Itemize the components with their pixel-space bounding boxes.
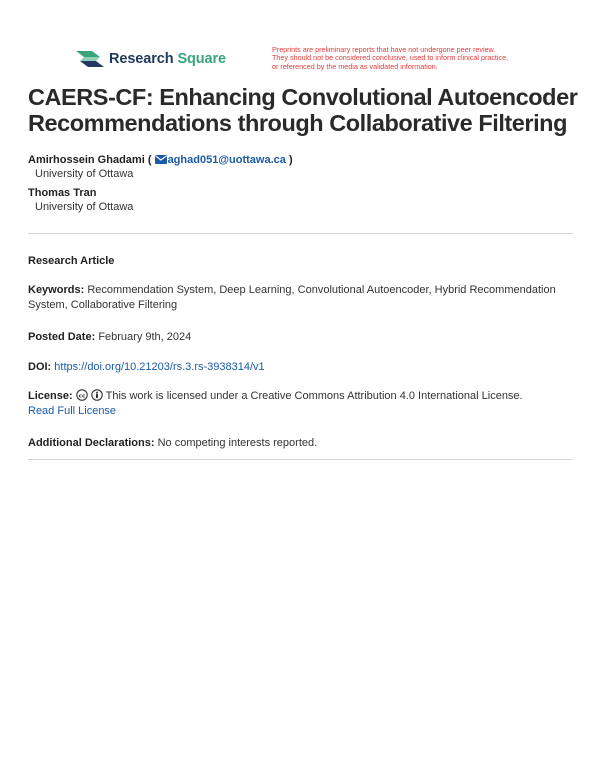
disclaimer-line: or referenced by the media as validated information. <box>272 61 438 71</box>
disclaimer-line: Preprints are preliminary reports that have not undergone peer review. <box>272 45 496 54</box>
logo-word-research: Research <box>109 51 174 67</box>
preprint-disclaimer <box>272 46 572 71</box>
divider <box>28 459 573 460</box>
author-name: Thomas Tran <box>28 187 97 199</box>
paren-close: ) <box>288 154 293 166</box>
keywords-label: Keywords: <box>28 284 85 296</box>
divider <box>28 233 573 234</box>
article-type-text: Research Article <box>28 255 115 267</box>
research-square-logo-icon <box>76 48 104 70</box>
read-full-license-link[interactable]: Read Full License <box>28 405 117 417</box>
creative-commons-icon <box>76 389 88 401</box>
logo-word-square: Square <box>177 51 226 67</box>
logo-text <box>109 51 226 67</box>
attribution-icon <box>91 389 103 401</box>
posted-date-label: Posted Date: <box>28 331 96 343</box>
doi <box>28 360 573 375</box>
disclaimer-line: They should not be considered conclusive, used to inform clinical practice, <box>272 53 509 63</box>
paper-title: CAERS-CF: Enhancing Convolutional Autoencoder Recommendations through Collaborative Filtering <box>28 84 578 136</box>
article-type <box>28 254 573 269</box>
author-affiliation: University of Ottawa <box>35 168 134 180</box>
doi-label: DOI: <box>28 361 52 373</box>
additional-declarations <box>28 436 573 451</box>
doi-link[interactable]: https://doi.org/10.21203/rs.3.rs-3938314/v1 <box>54 361 265 373</box>
posted-date <box>28 330 573 345</box>
mail-icon <box>155 155 167 164</box>
declarations-label: Additional Declarations: <box>28 437 155 449</box>
paren-open: ( <box>147 154 152 166</box>
keywords <box>28 283 573 313</box>
keywords-value: Recommendation System, Deep Learning, Convolutional Autoencoder, Hybrid Recommendation System, Collaborative Filtering <box>28 284 556 311</box>
page-header <box>76 46 576 76</box>
author-contact <box>148 154 293 166</box>
license <box>28 389 573 419</box>
posted-date-value: February 9th, 2024 <box>98 331 192 343</box>
research-square-logo[interactable] <box>76 48 226 70</box>
license-label: License: <box>28 390 73 402</box>
author-affiliation: University of Ottawa <box>35 201 134 213</box>
author-name <box>28 153 568 167</box>
license-text: This work is licensed under a Creative Commons Attribution 4.0 International License. <box>105 390 523 402</box>
author-list <box>28 153 568 219</box>
author-name-text: Amirhossein Ghadami <box>28 154 145 166</box>
declarations-value: No competing interests reported. <box>157 437 318 449</box>
author-email-link[interactable]: aghad051@uottawa.ca <box>167 154 286 166</box>
svg-text:cc: cc <box>78 393 86 400</box>
